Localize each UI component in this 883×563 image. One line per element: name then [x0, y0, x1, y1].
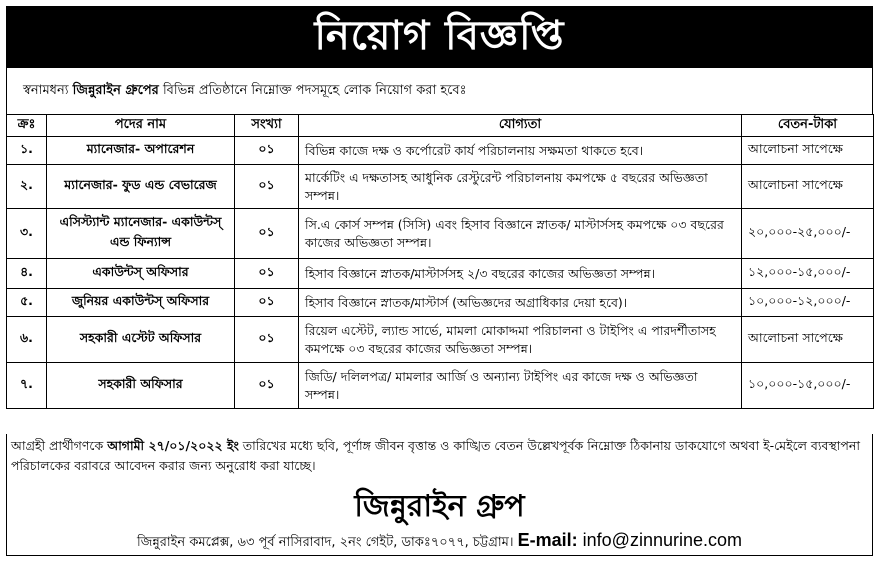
row-post: ম্যানেজার- অপারেশন — [47, 137, 235, 165]
table-row — [7, 209, 874, 259]
table-row — [7, 363, 874, 409]
row-post: জুনিয়র একাউন্টস্ অফিসার — [47, 289, 235, 317]
row-count: ০১ — [235, 363, 299, 409]
table-row — [7, 259, 874, 289]
intro-line — [6, 68, 873, 114]
company-name: জিন্নুরাইন গ্রুপ — [354, 489, 525, 524]
instruction-text — [11, 436, 867, 476]
row-qualification: মার্কেটিং এ দক্ষতাসহ আধুনিক রেস্টুরেন্ট পরিচালনায় কমপক্ষে ৫ বছরের অভিজ্ঞতা সম্পন্ন। — [299, 165, 742, 209]
row-serial: ২. — [7, 165, 47, 209]
row-serial: ৭. — [7, 363, 47, 409]
table-header-row — [7, 115, 874, 137]
row-count: ০১ — [235, 165, 299, 209]
row-serial: ১. — [7, 137, 47, 165]
row-qualification: হিসাব বিজ্ঞানে স্নাতক/মাস্টার্স (অভিজ্ঞদের অগ্রাধিকার দেয়া হবে)। — [299, 289, 742, 317]
header-count: সংখ্যা — [235, 115, 299, 137]
intro-suffix: বিভিন্ন প্রতিষ্ঠানে নিম্নোক্ত পদসমূহে লোক নিয়োগ করা হবেঃ — [158, 83, 467, 98]
row-post: সহকারী এস্টেট অফিসার — [47, 317, 235, 363]
row-post: একাউন্টস্ অফিসার — [47, 259, 235, 289]
row-qualification: সি.এ কোর্স সম্পন্ন (সিসি) এবং হিসাব বিজ্ঞানে স্নাতক/ মাস্টার্সসহ কমপক্ষে ০৩ বছরের কাজের অভিজ্ঞতা সম্পন্ন। — [299, 209, 742, 259]
row-salary: আলোচনা সাপেক্ষে — [742, 137, 874, 165]
intro-prefix: স্বনামধন্য — [23, 83, 73, 98]
note-part2: তারিখের মধ্যে ছবি, পূর্ণাঙ্গ জীবন বৃত্তান্ত ও কাঙ্খিত বেতন উল্লেখপূর্বক নিম্নোক্ত ঠিকানায় ডাকযোগে অথবা ই-মেইলে ব্যবস্থাপনা পরিচালকের বরাবরে আবেদন করার জন্য অনুরোধ করা যাচ্ছে। — [11, 438, 860, 473]
row-count: ০১ — [235, 209, 299, 259]
row-post: ম্যানেজার- ফুড এন্ড বেভারেজ — [47, 165, 235, 209]
intro-group: জিন্নুরাইন গ্রুপের — [72, 83, 159, 98]
row-count: ০১ — [235, 259, 299, 289]
row-serial: ৬. — [7, 317, 47, 363]
header-salary: বেতন-টাকা — [742, 115, 874, 137]
row-count: ০১ — [235, 317, 299, 363]
row-serial: ৩. — [7, 209, 47, 259]
table-row — [7, 289, 874, 317]
table-row — [7, 137, 874, 165]
note-part1: আগ্রহী প্রার্থীগণকে — [11, 438, 108, 453]
email-address[interactable]: info@zinnurine.com — [577, 530, 743, 550]
note-date: আগামী ২৭/০১/২০২২ ইং — [107, 438, 239, 453]
row-salary: ১২,০০০-১৫,০০০/- — [742, 259, 874, 289]
header-qualification: যোগ্যতা — [299, 115, 742, 137]
row-salary: আলোচনা সাপেক্ষে — [742, 317, 874, 363]
header-serial: ক্রঃ — [7, 115, 47, 137]
email-label: E-mail: — [517, 530, 578, 550]
application-instructions — [6, 434, 873, 556]
row-count: ০১ — [235, 289, 299, 317]
row-serial: ৫. — [7, 289, 47, 317]
row-post: এসিস্ট্যান্ট ম্যানেজার- একাউন্টস্ এন্ড ফিন্যান্স — [47, 209, 235, 259]
jobs-table — [6, 114, 874, 409]
row-qualification: জিডি/ দলিলপত্র/ মামলার আর্জি ও অন্যান্য টাইপিং এর কাজে দক্ষ ও অভিজ্ঞতা সম্পন্ন। — [299, 363, 742, 409]
row-salary: আলোচনা সাপেক্ষে — [742, 165, 874, 209]
row-salary: ২০,০০০-২৫,০০০/- — [742, 209, 874, 259]
row-count: ০১ — [235, 137, 299, 165]
row-salary: ১০,০০০-১৫,০০০/- — [742, 363, 874, 409]
header-post: পদের নাম — [47, 115, 235, 137]
row-qualification: বিভিন্ন কাজে দক্ষ ও কর্পোরেট কার্য পরিচালনায় সক্ষমতা থাকতে হবে। — [299, 137, 742, 165]
job-circular — [6, 6, 873, 556]
page-title: নিয়োগ বিজ্ঞপ্তি — [314, 12, 565, 59]
title-banner — [6, 6, 873, 68]
company-address — [7, 530, 872, 554]
row-serial: ৪. — [7, 259, 47, 289]
row-salary: ১০,০০০-১২,০০০/- — [742, 289, 874, 317]
table-row — [7, 317, 874, 363]
row-post: সহকারী অফিসার — [47, 363, 235, 409]
row-qualification: রিয়েল এস্টেট, ল্যান্ড সার্ভে, মামলা মোকাদ্দমা পরিচালনা ও টাইপিং এ পারদর্শীতাসহ কমপক্ষে ০৩ বছরের কাজের অভিজ্ঞতা সম্পন্ন। — [299, 317, 742, 363]
table-row — [7, 165, 874, 209]
address-text: জিন্নুরাইন কমপ্লেক্স, ৬৩ পূর্ব নাসিরাবাদ, ২নং গেইট, ডাকঃ৭০৭৭, চট্টগ্রাম। — [136, 535, 518, 550]
row-qualification: হিসাব বিজ্ঞানে স্নাতক/মাস্টার্সসহ ২/৩ বছরের কাজের অভিজ্ঞতা সম্পন্ন। — [299, 259, 742, 289]
